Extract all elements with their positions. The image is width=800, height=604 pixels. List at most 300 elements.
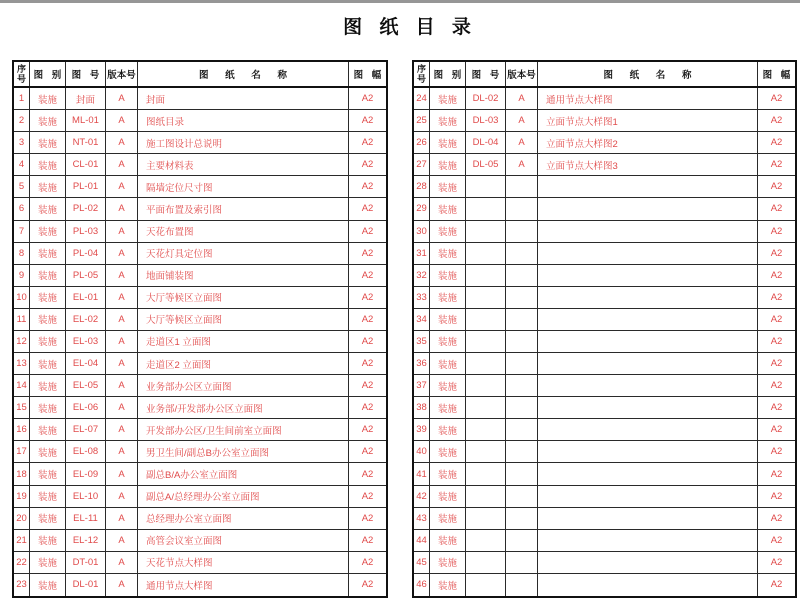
cell-sheet-size: A2 — [770, 380, 783, 392]
table-row — [14, 463, 386, 485]
cell-sheet-size: A2 — [770, 468, 783, 480]
cell-seq: 15 — [14, 397, 30, 418]
cell-version — [506, 265, 538, 286]
cell-version: A — [106, 530, 138, 551]
table-row — [414, 154, 795, 176]
cell-drawing-name — [538, 574, 758, 596]
cell-sheet-size: A2 — [770, 579, 783, 591]
cell-drawing-name — [538, 265, 758, 286]
cell-category: 装施 — [430, 552, 466, 573]
cell-seq: 12 — [14, 331, 30, 352]
cell-drawing-name: 副总A/总经理办公室立面图 — [138, 486, 349, 507]
table-row — [14, 397, 386, 419]
table-row — [414, 419, 795, 441]
cell-sheet-size: A2 — [361, 181, 374, 193]
cell-sheet-size: A2 — [361, 225, 374, 237]
cell-sheet-size: A2 — [361, 512, 374, 524]
cell-drawing-name: 隔墙定位尺寸图 — [138, 176, 349, 197]
cell-drawing-name: 男卫生间/副总B办公室立面图 — [138, 441, 349, 462]
cell-category: 装施 — [430, 375, 466, 396]
column-header-number: 图 号 — [466, 62, 506, 86]
cell-version — [506, 397, 538, 418]
table-row — [414, 110, 795, 132]
cell-version: A — [106, 176, 138, 197]
cell-version — [506, 530, 538, 551]
cell-category: 装施 — [430, 419, 466, 440]
cell-drawing-name — [538, 419, 758, 440]
cell-category: 装施 — [430, 132, 466, 153]
cell-sheet-size: A2 — [770, 93, 783, 105]
cell-version: A — [106, 353, 138, 374]
cell-category: 装施 — [430, 110, 466, 131]
cell-seq: 19 — [14, 486, 30, 507]
cell-seq: 9 — [14, 265, 30, 286]
cell-version — [506, 574, 538, 596]
cell-seq: 29 — [414, 198, 430, 219]
table-row — [14, 132, 386, 154]
cell-drawing-name — [538, 530, 758, 551]
cell-category: 装施 — [430, 463, 466, 484]
cell-drawing-number — [466, 287, 506, 308]
cell-seq: 1 — [14, 88, 30, 109]
table-row — [414, 132, 795, 154]
cell-sheet-size: A2 — [361, 468, 374, 480]
column-header-name: 图 纸 名 称 — [538, 62, 758, 86]
table-row — [414, 463, 795, 485]
cell-seq: 23 — [14, 574, 30, 596]
cell-version: A — [106, 243, 138, 264]
cell-seq: 6 — [14, 198, 30, 219]
table-row — [414, 198, 795, 220]
table-row — [14, 419, 386, 441]
cell-drawing-number — [466, 552, 506, 573]
cell-seq: 20 — [14, 508, 30, 529]
table-row — [414, 441, 795, 463]
cell-category: 装施 — [30, 463, 66, 484]
cell-category: 装施 — [430, 198, 466, 219]
cell-seq: 24 — [414, 88, 430, 109]
column-header-seq: 序号 — [414, 62, 430, 86]
cell-drawing-number — [466, 441, 506, 462]
cell-drawing-name — [538, 287, 758, 308]
cell-category: 装施 — [30, 198, 66, 219]
cell-category: 装施 — [30, 265, 66, 286]
cell-category: 装施 — [430, 486, 466, 507]
cell-drawing-number: EL-02 — [66, 309, 106, 330]
cell-seq: 28 — [414, 176, 430, 197]
table-row — [14, 574, 386, 596]
cell-drawing-number: PL-05 — [66, 265, 106, 286]
table-row — [414, 574, 795, 596]
cell-drawing-name: 立面节点大样图2 — [538, 132, 758, 153]
cell-drawing-number — [466, 198, 506, 219]
cell-sheet-size: A2 — [361, 159, 374, 171]
table-row — [14, 198, 386, 220]
cell-drawing-name: 施工图设计总说明 — [138, 132, 349, 153]
cell-seq: 35 — [414, 331, 430, 352]
column-header-version: 版本号 — [106, 62, 138, 86]
table-row — [14, 110, 386, 132]
cell-drawing-number: PL-04 — [66, 243, 106, 264]
cell-category: 装施 — [30, 176, 66, 197]
cell-drawing-number — [466, 265, 506, 286]
cell-drawing-number — [466, 463, 506, 484]
cell-seq: 22 — [14, 552, 30, 573]
table-row — [14, 331, 386, 353]
cell-category: 装施 — [430, 574, 466, 596]
cell-sheet-size: A2 — [770, 490, 783, 502]
cell-drawing-number: EL-06 — [66, 397, 106, 418]
cell-seq: 7 — [14, 221, 30, 242]
cell-drawing-number: CL-01 — [66, 154, 106, 175]
cell-drawing-number — [466, 331, 506, 352]
cell-drawing-number: PL-01 — [66, 176, 106, 197]
cell-drawing-number — [466, 486, 506, 507]
table-row — [14, 265, 386, 287]
table-row — [14, 287, 386, 309]
table-row — [414, 486, 795, 508]
cell-drawing-number — [466, 221, 506, 242]
column-header-seq: 序号 — [14, 62, 30, 86]
cell-sheet-size: A2 — [770, 203, 783, 215]
cell-sheet-size: A2 — [361, 358, 374, 370]
table-row — [414, 331, 795, 353]
cell-drawing-name: 通用节点大样图 — [138, 574, 349, 596]
cell-category: 装施 — [30, 243, 66, 264]
cell-drawing-number: EL-07 — [66, 419, 106, 440]
table-row — [14, 508, 386, 530]
cell-sheet-size: A2 — [361, 402, 374, 414]
cell-version: A — [106, 441, 138, 462]
table-row — [414, 265, 795, 287]
table-row — [414, 176, 795, 198]
cell-version: A — [106, 154, 138, 175]
cell-drawing-number — [466, 176, 506, 197]
cell-drawing-number — [466, 530, 506, 551]
cell-drawing-number: EL-09 — [66, 463, 106, 484]
cell-seq: 46 — [414, 574, 430, 596]
cell-seq: 40 — [414, 441, 430, 462]
cell-version — [506, 243, 538, 264]
cell-version — [506, 309, 538, 330]
table-row — [14, 552, 386, 574]
cell-seq: 42 — [414, 486, 430, 507]
cell-seq: 21 — [14, 530, 30, 551]
cell-drawing-name: 开发部办公区/卫生间前室立面图 — [138, 419, 349, 440]
cell-sheet-size: A2 — [361, 269, 374, 281]
table-header-row — [14, 62, 386, 88]
table-row — [414, 353, 795, 375]
cell-version — [506, 176, 538, 197]
cell-drawing-number: ML-01 — [66, 110, 106, 131]
cell-drawing-name: 天花节点大样图 — [138, 552, 349, 573]
cell-drawing-name: 通用节点大样图 — [538, 88, 758, 109]
cell-category: 装施 — [430, 176, 466, 197]
cell-version: A — [106, 110, 138, 131]
cell-drawing-name — [538, 441, 758, 462]
cell-sheet-size: A2 — [361, 93, 374, 105]
cell-drawing-number: EL-05 — [66, 375, 106, 396]
cell-sheet-size: A2 — [361, 335, 374, 347]
cell-version — [506, 552, 538, 573]
cell-category: 装施 — [430, 309, 466, 330]
cell-seq: 3 — [14, 132, 30, 153]
cell-seq: 32 — [414, 265, 430, 286]
cell-drawing-name — [538, 331, 758, 352]
cell-seq: 13 — [14, 353, 30, 374]
drawing-index-table-left — [12, 60, 388, 598]
cell-drawing-name — [538, 508, 758, 529]
cell-drawing-name: 大厅等候区立面图 — [138, 287, 349, 308]
table-row — [414, 530, 795, 552]
cell-seq: 5 — [14, 176, 30, 197]
cell-drawing-name: 立面节点大样图1 — [538, 110, 758, 131]
cell-sheet-size: A2 — [770, 358, 783, 370]
cell-category: 装施 — [30, 88, 66, 109]
cell-drawing-name — [538, 309, 758, 330]
cell-drawing-name: 高管会议室立面图 — [138, 530, 349, 551]
cell-drawing-number: 封面 — [66, 88, 106, 109]
cell-seq: 10 — [14, 287, 30, 308]
cell-version: A — [506, 110, 538, 131]
cell-drawing-name — [538, 375, 758, 396]
cell-seq: 43 — [414, 508, 430, 529]
cell-version — [506, 375, 538, 396]
cell-sheet-size: A2 — [770, 137, 783, 149]
column-header-version: 版本号 — [506, 62, 538, 86]
cell-sheet-size: A2 — [770, 181, 783, 193]
table-row — [414, 375, 795, 397]
column-header-number: 图 号 — [66, 62, 106, 86]
cell-version: A — [106, 397, 138, 418]
cell-sheet-size: A2 — [770, 556, 783, 568]
cell-seq: 14 — [14, 375, 30, 396]
cell-category: 装施 — [30, 574, 66, 596]
cell-sheet-size: A2 — [770, 424, 783, 436]
cell-version: A — [506, 88, 538, 109]
cell-sheet-size: A2 — [770, 269, 783, 281]
cell-sheet-size: A2 — [770, 159, 783, 171]
cell-seq: 31 — [414, 243, 430, 264]
cell-drawing-name: 走道区2 立面图 — [138, 353, 349, 374]
cell-seq: 33 — [414, 287, 430, 308]
table-row — [14, 353, 386, 375]
table-row — [414, 221, 795, 243]
cell-category: 装施 — [30, 419, 66, 440]
cell-version: A — [106, 463, 138, 484]
cell-version — [506, 331, 538, 352]
cell-sheet-size: A2 — [770, 335, 783, 347]
cell-drawing-name — [538, 198, 758, 219]
cell-version: A — [506, 132, 538, 153]
cell-drawing-number: PL-03 — [66, 221, 106, 242]
cell-version: A — [106, 331, 138, 352]
cell-category: 装施 — [30, 552, 66, 573]
cell-seq: 26 — [414, 132, 430, 153]
cell-drawing-name: 天花布置图 — [138, 221, 349, 242]
table-row — [414, 397, 795, 419]
cell-seq: 17 — [14, 441, 30, 462]
cell-category: 装施 — [30, 486, 66, 507]
cell-sheet-size: A2 — [361, 313, 374, 325]
cell-seq: 34 — [414, 309, 430, 330]
cell-category: 装施 — [430, 265, 466, 286]
cell-drawing-number — [466, 309, 506, 330]
cell-drawing-number: EL-12 — [66, 530, 106, 551]
cell-version — [506, 198, 538, 219]
cell-category: 装施 — [30, 309, 66, 330]
cell-version — [506, 287, 538, 308]
cell-seq: 39 — [414, 419, 430, 440]
cell-seq: 25 — [414, 110, 430, 131]
cell-sheet-size: A2 — [361, 446, 374, 458]
cell-drawing-name: 业务部/开发部办公区立面图 — [138, 397, 349, 418]
cell-drawing-name: 走道区1 立面图 — [138, 331, 349, 352]
cell-seq: 18 — [14, 463, 30, 484]
cell-category: 装施 — [430, 154, 466, 175]
cell-seq: 44 — [414, 530, 430, 551]
cell-category: 装施 — [30, 375, 66, 396]
cell-drawing-name: 副总B/A办公室立面图 — [138, 463, 349, 484]
cell-drawing-name: 图纸目录 — [138, 110, 349, 131]
cell-drawing-number: EL-08 — [66, 441, 106, 462]
cell-drawing-number: DL-04 — [466, 132, 506, 153]
cell-category: 装施 — [30, 132, 66, 153]
cell-version: A — [106, 265, 138, 286]
cell-seq: 11 — [14, 309, 30, 330]
cell-category: 装施 — [30, 287, 66, 308]
cell-sheet-size: A2 — [361, 291, 374, 303]
cell-drawing-number: PL-02 — [66, 198, 106, 219]
table-row — [14, 486, 386, 508]
cell-drawing-name: 大厅等候区立面图 — [138, 309, 349, 330]
cell-drawing-name: 天花灯具定位图 — [138, 243, 349, 264]
cell-sheet-size: A2 — [361, 556, 374, 568]
table-row — [14, 154, 386, 176]
cell-category: 装施 — [430, 88, 466, 109]
table-row — [14, 221, 386, 243]
cell-sheet-size: A2 — [770, 291, 783, 303]
cell-drawing-name: 平面布置及索引图 — [138, 198, 349, 219]
table-row — [14, 176, 386, 198]
cell-version — [506, 419, 538, 440]
cell-category: 装施 — [430, 353, 466, 374]
cell-version: A — [106, 287, 138, 308]
cell-sheet-size: A2 — [361, 490, 374, 502]
cell-drawing-name: 总经理办公室立面图 — [138, 508, 349, 529]
cell-sheet-size: A2 — [361, 380, 374, 392]
cell-version: A — [106, 419, 138, 440]
table-body — [414, 88, 795, 596]
table-body — [14, 88, 386, 596]
cell-category: 装施 — [430, 243, 466, 264]
cell-version — [506, 221, 538, 242]
table-row — [414, 287, 795, 309]
cell-drawing-number: EL-03 — [66, 331, 106, 352]
column-header-category: 图 别 — [430, 62, 466, 86]
cell-sheet-size: A2 — [770, 225, 783, 237]
cell-version: A — [506, 154, 538, 175]
cell-category: 装施 — [30, 530, 66, 551]
cell-version: A — [106, 309, 138, 330]
cell-version — [506, 353, 538, 374]
cell-version: A — [106, 132, 138, 153]
table-row — [14, 441, 386, 463]
cell-category: 装施 — [430, 397, 466, 418]
cell-drawing-name — [538, 353, 758, 374]
cell-drawing-name — [538, 243, 758, 264]
cell-drawing-number — [466, 574, 506, 596]
cell-sheet-size: A2 — [770, 534, 783, 546]
cell-drawing-number: EL-01 — [66, 287, 106, 308]
cell-version — [506, 463, 538, 484]
page-title: 图 纸 目 录 — [343, 17, 477, 38]
cell-category: 装施 — [30, 441, 66, 462]
cell-drawing-number — [466, 243, 506, 264]
table-row — [414, 309, 795, 331]
cell-seq: 45 — [414, 552, 430, 573]
cell-sheet-size: A2 — [770, 247, 783, 259]
cell-category: 装施 — [430, 508, 466, 529]
cell-sheet-size: A2 — [770, 512, 783, 524]
cell-version: A — [106, 198, 138, 219]
cell-drawing-name: 业务部办公区立面图 — [138, 375, 349, 396]
cell-sheet-size: A2 — [770, 115, 783, 127]
page-top-edge — [0, 0, 800, 3]
cell-drawing-number — [466, 353, 506, 374]
cell-seq: 38 — [414, 397, 430, 418]
cell-drawing-name — [538, 486, 758, 507]
table-row — [414, 552, 795, 574]
cell-version: A — [106, 552, 138, 573]
table-row — [14, 243, 386, 265]
cell-category: 装施 — [30, 110, 66, 131]
cell-sheet-size: A2 — [361, 579, 374, 591]
cell-sheet-size: A2 — [770, 446, 783, 458]
cell-version: A — [106, 221, 138, 242]
cell-category: 装施 — [430, 331, 466, 352]
cell-drawing-name — [538, 221, 758, 242]
cell-seq: 4 — [14, 154, 30, 175]
cell-category: 装施 — [430, 287, 466, 308]
cell-sheet-size: A2 — [361, 137, 374, 149]
cell-drawing-number: DL-01 — [66, 574, 106, 596]
cell-version: A — [106, 486, 138, 507]
table-row — [14, 530, 386, 552]
cell-drawing-name — [538, 552, 758, 573]
cell-version: A — [106, 574, 138, 596]
cell-drawing-number: EL-11 — [66, 508, 106, 529]
table-row — [414, 243, 795, 265]
cell-drawing-name: 立面节点大样图3 — [538, 154, 758, 175]
cell-drawing-number: DT-01 — [66, 552, 106, 573]
cell-sheet-size: A2 — [361, 247, 374, 259]
cell-seq: 2 — [14, 110, 30, 131]
cell-drawing-name: 地面铺装图 — [138, 265, 349, 286]
cell-category: 装施 — [30, 397, 66, 418]
cell-drawing-number — [466, 508, 506, 529]
cell-version: A — [106, 88, 138, 109]
cell-version: A — [106, 508, 138, 529]
cell-category: 装施 — [430, 530, 466, 551]
cell-sheet-size: A2 — [361, 115, 374, 127]
cell-category: 装施 — [30, 508, 66, 529]
cell-drawing-number: DL-05 — [466, 154, 506, 175]
cell-drawing-name: 主要材料表 — [138, 154, 349, 175]
cell-version: A — [106, 375, 138, 396]
cell-seq: 8 — [14, 243, 30, 264]
cell-category: 装施 — [30, 221, 66, 242]
